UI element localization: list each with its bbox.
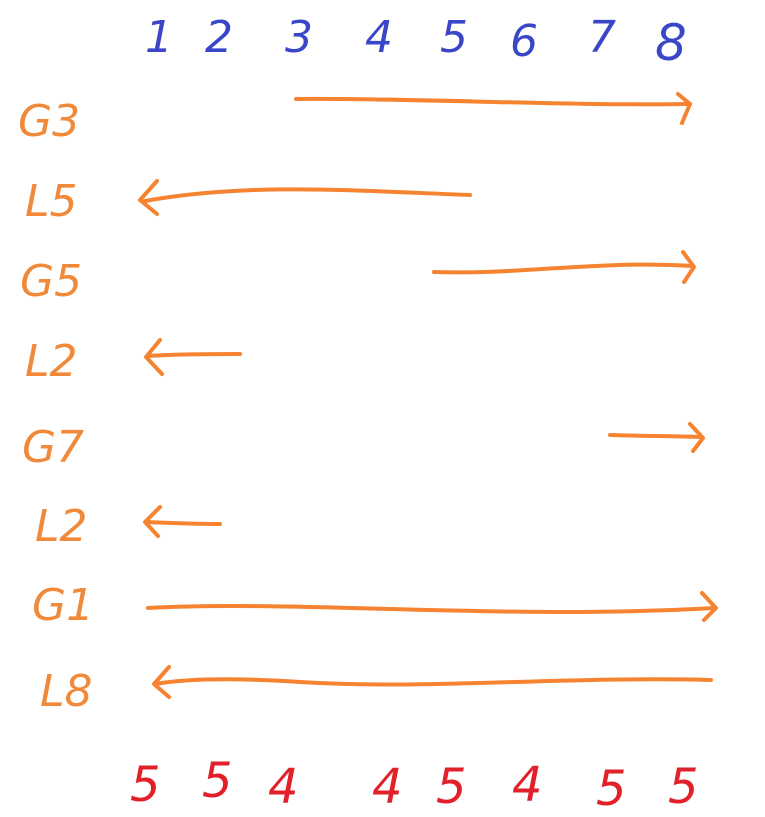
coverage-count-7: 5 [596, 761, 627, 817]
operation-label: G7 [22, 422, 85, 473]
coverage-count-row [130, 753, 699, 817]
right-arrow-line [148, 606, 714, 612]
left-arrow-line [145, 189, 470, 201]
operation-row-3 [20, 252, 694, 307]
left-arrow-line [146, 522, 220, 524]
column-number-3: 3 [285, 12, 313, 63]
operation-label: L5 [25, 176, 78, 227]
coverage-count-6: 4 [512, 757, 543, 813]
operation-label: G5 [20, 256, 83, 307]
operation-row-6 [35, 501, 220, 552]
operation-row-2 [25, 176, 470, 227]
column-number-7: 7 [588, 12, 616, 63]
operation-row-4 [25, 336, 240, 387]
column-number-4: 4 [365, 12, 393, 63]
column-number-2: 2 [205, 12, 233, 63]
coverage-count-4: 4 [372, 759, 403, 815]
right-arrow-line [434, 265, 692, 273]
right-arrow-line [296, 99, 690, 104]
operation-label: G3 [18, 96, 81, 147]
right-arrow-line [610, 435, 702, 437]
left-arrow-line [148, 354, 240, 356]
right-arrow-head [678, 94, 690, 123]
operation-label: L8 [40, 666, 93, 717]
coverage-count-2: 5 [202, 753, 233, 809]
coverage-count-1: 5 [130, 757, 161, 813]
operation-row-5 [22, 422, 703, 473]
column-number-1: 1 [145, 12, 173, 63]
column-number-8: 8 [655, 14, 687, 72]
operation-row-1 [18, 94, 690, 147]
left-arrow-line [155, 679, 711, 684]
operation-row-7 [32, 580, 716, 631]
coverage-count-8: 5 [668, 759, 699, 815]
coverage-count-3: 4 [268, 759, 299, 815]
operation-label: L2 [25, 336, 78, 387]
coverage-count-5: 5 [436, 759, 467, 815]
operation-label: L2 [35, 501, 88, 552]
column-number-row [145, 12, 687, 72]
operation-row-8 [40, 666, 711, 717]
column-number-6: 6 [510, 16, 538, 67]
column-number-5: 5 [440, 12, 468, 63]
operation-label: G1 [32, 580, 95, 631]
